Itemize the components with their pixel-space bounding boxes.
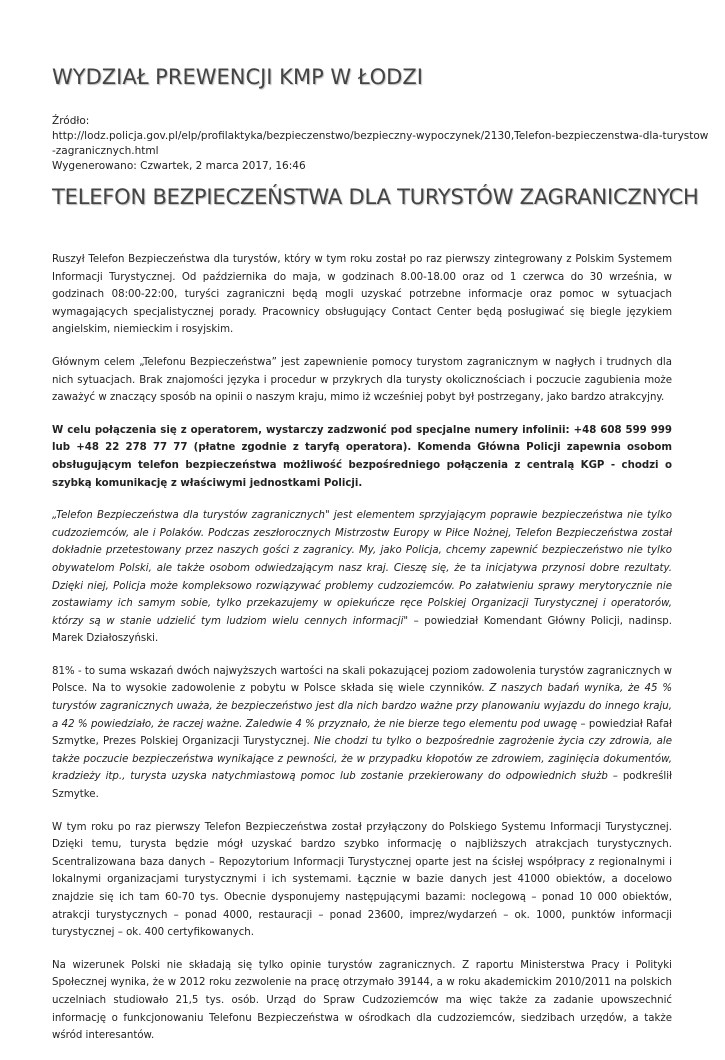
paragraph-image-of-poland: Na wizerunek Polski nie składają się tylko opinie turystów zagranicznych. Z raportu Ministerstwa Pracy i Polityki Społecznej wynika, że w 2012 roku zezwolenie na pracę otrzymało 39144, a w roku akademickim 2010/2011 na polskich uczelniach studiowało 21,5 tys. osób. Urząd do Spraw Cudzoziemców ma więc także za zadanie upowszechnić informację o funkcjonowaniu Telefonu Bezpieczeństwa w ośrodkach dla cudzoziemców, siedzibach urzędów, a także wśród interesantów. [52, 959, 672, 1042]
source-label: Źródło: [52, 115, 90, 127]
quote-commander-attribution: – powiedział Komendant Główny Policji, nadinsp. Marek Działoszyński. [52, 615, 672, 645]
satisfaction-attribution-2: – podkreślił Szmytke. [52, 771, 672, 801]
quote-commander-text: „Telefon Bezpieczeństwa dla turystów zagranicznych" jest elementem sprzyjającym poprawie bezpieczeństwa nie tylko cudzoziemców, ale i Polaków. Podczas zeszłorocznych Mistrzostw Europy w Piłce Nożnej, Telefon Bezpieczeństwa został dokładnie przetestowany przez naszych gości z zagranicy. My, jako Policja, chcemy zapewnić bezpieczeństwo nie tylko obywatelom Polski, ale także osobom odwiedzającym nasz kraj. Cieszę się, że ta inicjatywa przynosi dobre rezultaty. Dzięki niej, Policja może kompleksowo rozwiązywać problemy cudzoziemców. Po załatwieniu sprawy merytorycznie nie zostawiamy ich samym sobie, tylko przekazujemy w opiekuńcze ręce Polskiej Organizacji Turystycznej i operatorów, którzy są w stanie udzielić tym ludziom wielu cennych informacji" [52, 510, 672, 627]
source-url-line-1: http://lodz.policja.gov.pl/elp/profilaktyka/bezpieczenstwo/bezpieczny-wypoczynek/2130,Telefon-bezpieczenstwa-dla-turystow [52, 130, 709, 142]
article-title: TELEFON BEZPIECZEŃSTWA DLA TURYSTÓW ZAGRANICZNYCH [52, 185, 699, 209]
satisfaction-quote-1: Z naszych badań wynika, że 45 % turystów zagranicznych uważa, że bezpieczeństwo jest dla nich bardzo ważne przy planowaniu wyjazdu do innego kraju, a 42 % powiedziało, że raczej ważne. Zaledwie 4 % przyznało, że nie bierze tego elementu pod uwagę [52, 683, 673, 730]
paragraph-satisfaction [52, 663, 672, 804]
paragraph-hotline-numbers: W celu połączenia się z operatorem, wystarczy zadzwonić pod specjalne numery infolinii: +48 608 599 999 lub +48 22 278 77 77 (płatne zgodnie z taryfą operatora). Komenda Główna Policji zapewnia osobom obsługującym telefon bezpieczeństwa możliwość bezpośredniego połączenia z centralą KGP - chodzi o szybką komunikację z właściwymi jednostkami Policji. [52, 424, 672, 489]
satisfaction-intro: 81% - to suma wskazań dwóch najwyższych wartości na skali pokazującej poziom zadowolenia turystów zagranicznych w Polsce. Na to wysokie zadowolenie z pobytu w Polsce składa się wiele czynników. [52, 665, 672, 695]
paragraph-tourism-system: W tym roku po raz pierwszy Telefon Bezpieczeństwa został przyłączony do Polskiego Systemu Informacji Turystycznej. Dzięki temu, turysta będzie mógł uzyskać bardzo szybko informację o najbliższych atrakcjach turystycznych. Scentralizowana baza danych – Repozytorium Informacji Turystycznej oparte jest na ścisłej współpracy z regionalnymi i lokalnymi organizacjami turystycznymi i ich systemami. Łącznie w bazie danych jest 41000 obiektów, a docelowo znajdzie się ich tam 60-70 tys. Obecnie dysponujemy następującymi bazami: noclegową – ponad 10 000 obiektów, atrakcji turystycznych – ponad 4000, restauracji – ponad 23600, imprez/wydarzeń – ok. 1000, punktów informacji turystycznej – ok. 400 certyfikowanych. [52, 821, 672, 939]
article-body [52, 251, 672, 1060]
paragraph-purpose: Głównym celem „Telefonu Bezpieczeństwa” jest zapewnienie pomocy turystom zagranicznym w nagłych i trudnych dla nich sytuacjach. Brak znajomości języka i procedur w przykrych dla turysty okolicznościach i poczucie zagubienia może zaważyć w znaczący sposób na opinii o naszym kraju, mimo iż wcześniej pobyt był postrzegany, jako bardzo atrakcyjny. [52, 356, 672, 404]
generated-timestamp: Wygenerowano: Czwartek, 2 marca 2017, 16:46 [52, 160, 306, 172]
site-title: WYDZIAŁ PREWENCJI KMP W ŁODZI [52, 65, 423, 89]
source-url-line-2: -zagranicznych.html [52, 145, 159, 157]
source-metadata [52, 114, 709, 174]
paragraph-intro: Ruszył Telefon Bezpieczeństwa dla turystów, który w tym roku został po raz pierwszy zintegrowany z Polskim Systemem Informacji Turystycznej. Od października do maja, w godzinach 8.00-18.00 oraz od 1 czerwca do 30 września, w godzinach 08:00-22:00, turyści zagraniczni będą mogli uzyskać potrzebne informacje oraz pomoc w sytuacjach wymagających specjalistycznej porady. Pracownicy obsługujący Contact Center będą posługiwać się biegle językiem angielskim, niemieckim i rosyjskim. [52, 254, 672, 336]
satisfaction-attribution-1: – powiedział Rafał Szmytke, Prezes Polskiej Organizacji Turystycznej. [52, 718, 672, 748]
paragraph-quote-commander [52, 507, 672, 648]
satisfaction-quote-2: Nie chodzi tu tylko o bezpośrednie zagrożenie życia czy zdrowia, ale także poczucie bezpieczeństwa wynikające z pewności, że w przypadku kłopotów ze zdrowiem, zaginięcia dokumentów, kradzieży itp., turysta uzyska natychmiastową pomoc lub zostanie przekierowany do odpowiednich służb [52, 736, 673, 783]
